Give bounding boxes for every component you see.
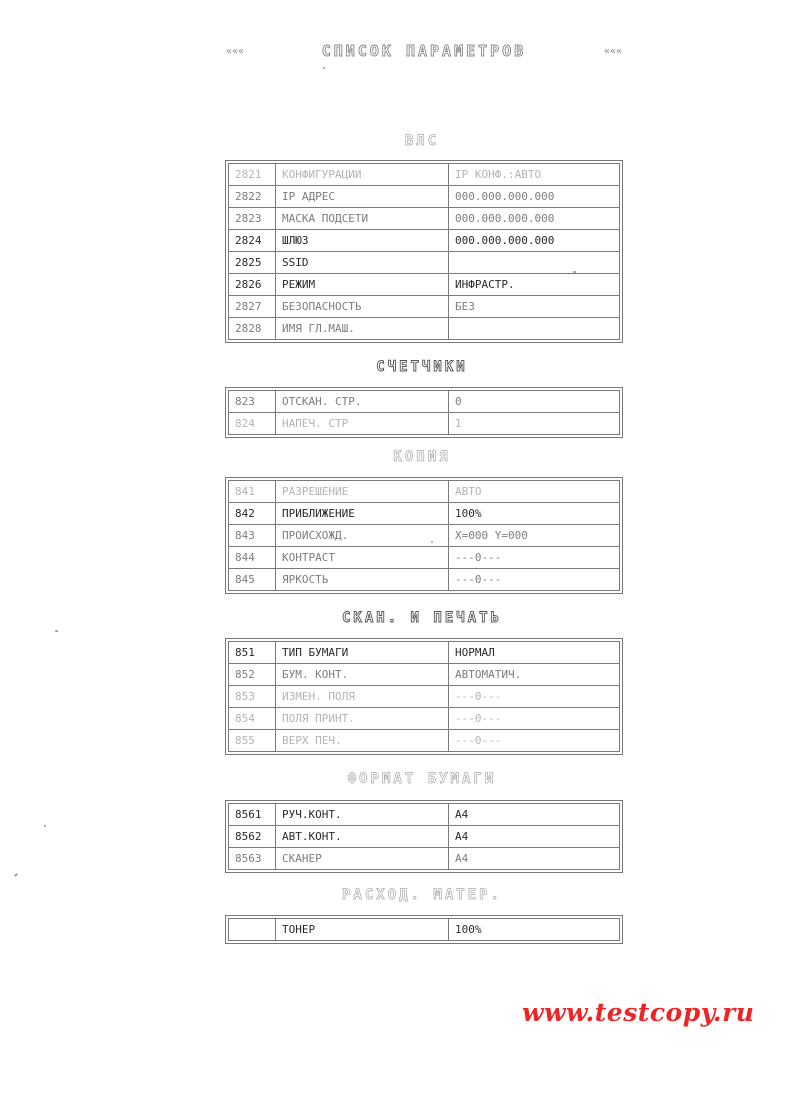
param-name: КОНТРАСТ [276, 547, 449, 569]
param-name: ТОНЕР [276, 919, 449, 941]
param-code: 2821 [229, 164, 276, 186]
param-value: БЕЗ [449, 296, 620, 318]
section-heading-scan-print: СКАН. И ПЕЧАТЬ [341, 610, 502, 626]
scan-speck [44, 825, 46, 827]
param-name: РЕЖИМ [276, 274, 449, 296]
table-row [229, 503, 620, 525]
table-row [229, 296, 620, 318]
param-code: 2827 [229, 296, 276, 318]
param-code: 852 [229, 664, 276, 686]
table-row [229, 208, 620, 230]
param-name: РАЗРЕШЕНИЕ [276, 481, 449, 503]
param-value: X=000 Y=000 [449, 525, 620, 547]
param-name: SSID [276, 252, 449, 274]
param-code: 844 [229, 547, 276, 569]
param-name: АВТ.КОНТ. [276, 826, 449, 848]
table-row [229, 686, 620, 708]
table-row [229, 664, 620, 686]
table-row [229, 318, 620, 340]
section-heading-paper-format: ФОРМАТ БУМАГИ [347, 771, 497, 787]
title-ornament-right: ««« [603, 45, 622, 57]
table-row [229, 391, 620, 413]
param-code: 8563 [229, 848, 276, 870]
param-name: БУМ. КОНТ. [276, 664, 449, 686]
param-name: ВЕРХ ПЕЧ. [276, 730, 449, 752]
param-name: РУЧ.КОНТ. [276, 804, 449, 826]
param-name: IP АДРЕС [276, 186, 449, 208]
param-value: ---0--- [449, 708, 620, 730]
param-name: КОНФИГУРАЦИИ [276, 164, 449, 186]
section-heading-wlan: ВЛС [404, 133, 440, 149]
param-code: 2823 [229, 208, 276, 230]
table-row [229, 230, 620, 252]
table-row [229, 826, 620, 848]
table-row [229, 164, 620, 186]
param-name: ОТСКАН. СТР. [276, 391, 449, 413]
param-value: ---0--- [449, 686, 620, 708]
param-code: 824 [229, 413, 276, 435]
param-code: 8562 [229, 826, 276, 848]
param-code [229, 919, 276, 941]
consumables-table [228, 918, 620, 941]
param-value: ---0--- [449, 730, 620, 752]
param-name: НАПЕЧ. СТР [276, 413, 449, 435]
table-row [229, 274, 620, 296]
param-value: A4 [449, 804, 620, 826]
watermark-website: www.testcopy.ru [522, 998, 755, 1027]
param-name: МАСКА ПОДСЕТИ [276, 208, 449, 230]
wlan-parameters-table [228, 163, 620, 340]
param-name: ПРОИСХОЖД. [276, 525, 449, 547]
scan-speck [14, 873, 18, 877]
paper-format-table [228, 803, 620, 870]
scan-print-table [228, 641, 620, 752]
table-row [229, 547, 620, 569]
table-row [229, 186, 620, 208]
table-row [229, 708, 620, 730]
table-row [229, 848, 620, 870]
param-code: 855 [229, 730, 276, 752]
param-value: A4 [449, 848, 620, 870]
param-code: 2824 [229, 230, 276, 252]
param-value: ---0--- [449, 569, 620, 591]
param-value: 000.000.000.000 [449, 230, 620, 252]
scan-speck [55, 630, 58, 632]
section-heading-copy: КОПИЯ [393, 449, 451, 465]
param-name: ПОЛЯ ПРИНТ. [276, 708, 449, 730]
param-value [449, 252, 620, 274]
table-row [229, 252, 620, 274]
table-row [229, 642, 620, 664]
param-name: СКАНЕР [276, 848, 449, 870]
param-code: 851 [229, 642, 276, 664]
section-heading-consumables: РАСХОД. МАТЕР. [341, 887, 502, 903]
param-value: IP КОНФ.:АВТО [449, 164, 620, 186]
param-value: НОРМАЛ [449, 642, 620, 664]
param-value: 100% [449, 503, 620, 525]
param-code: 842 [229, 503, 276, 525]
param-value: A4 [449, 826, 620, 848]
param-name: БЕЗОПАСНОСТЬ [276, 296, 449, 318]
table-row [229, 481, 620, 503]
table-row [229, 804, 620, 826]
param-value: 000.000.000.000 [449, 186, 620, 208]
param-name: ПРИБЛИЖЕНИЕ [276, 503, 449, 525]
param-code: 823 [229, 391, 276, 413]
document-title: СПИСОК ПАРАМЕТРОВ [321, 42, 527, 60]
param-value: ИНФРАСТР. [449, 274, 620, 296]
param-value: 100% [449, 919, 620, 941]
param-code: 853 [229, 686, 276, 708]
counters-table [228, 390, 620, 435]
copy-settings-table [228, 480, 620, 591]
param-value: АВТО [449, 481, 620, 503]
param-value: 0 [449, 391, 620, 413]
table-row [229, 730, 620, 752]
document-title-row [226, 38, 622, 64]
section-heading-counters: СЧЕТЧИКИ [376, 359, 468, 375]
table-row [229, 569, 620, 591]
param-value: 1 [449, 413, 620, 435]
param-code: 843 [229, 525, 276, 547]
param-value: 000.000.000.000 [449, 208, 620, 230]
param-name: ШЛЮЗ [276, 230, 449, 252]
param-code: 8561 [229, 804, 276, 826]
title-ornament-left: ««« [226, 45, 245, 57]
param-value [449, 318, 620, 340]
param-code: 845 [229, 569, 276, 591]
scan-speck [323, 67, 325, 69]
table-row [229, 525, 620, 547]
param-value: АВТОМАТИЧ. [449, 664, 620, 686]
table-row [229, 413, 620, 435]
table-row [229, 919, 620, 941]
param-code: 854 [229, 708, 276, 730]
param-code: 2825 [229, 252, 276, 274]
param-name: ЯРКОСТЬ [276, 569, 449, 591]
param-name: ТИП БУМАГИ [276, 642, 449, 664]
param-name: ИМЯ ГЛ.МАШ. [276, 318, 449, 340]
param-code: 2828 [229, 318, 276, 340]
param-code: 841 [229, 481, 276, 503]
param-value: ---0--- [449, 547, 620, 569]
param-name: ИЗМЕН. ПОЛЯ [276, 686, 449, 708]
param-code: 2822 [229, 186, 276, 208]
param-code: 2826 [229, 274, 276, 296]
